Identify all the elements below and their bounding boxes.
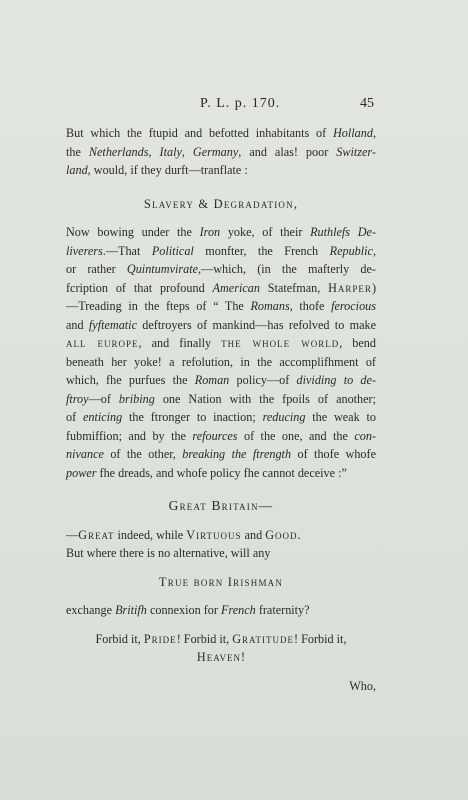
small-caps-run: Gratitude	[232, 631, 295, 646]
text-run: fhe dreads, and whofe policy fhe cannot deceive :”	[96, 465, 347, 480]
italic-run: French	[221, 603, 256, 617]
small-caps-run: Pride	[143, 631, 177, 646]
text-run: monfter, the French	[193, 243, 330, 258]
italic-run: Holland	[333, 126, 373, 140]
text-line	[66, 260, 376, 279]
text-run: yoke, of their	[220, 225, 311, 239]
italic-run: refources	[192, 428, 238, 443]
text-run: )	[371, 280, 376, 295]
text-line	[66, 601, 376, 620]
small-caps-run: Virtuous	[186, 527, 242, 542]
text-run: ,	[181, 144, 193, 159]
text-line	[66, 464, 376, 483]
italic-run: dividing to de-	[296, 373, 376, 387]
italic-run: Roman	[194, 373, 230, 387]
page-number: 45	[360, 96, 374, 111]
text-run: —	[66, 527, 79, 542]
text-run: .—That	[102, 243, 152, 258]
italic-run: nivance	[66, 447, 104, 461]
text-line	[66, 242, 376, 261]
text-run: —of	[88, 391, 119, 406]
italic-run: Netherlands	[88, 144, 149, 159]
italic-run: fyftematic	[88, 317, 137, 332]
text-line	[66, 143, 376, 162]
text-run: But which the ftupid and befotted inhabitants of	[66, 126, 333, 140]
text-run: policy—of	[229, 373, 297, 387]
text-line	[66, 630, 376, 649]
text-run: Forbid it,	[95, 631, 144, 646]
text-line	[66, 390, 376, 409]
italic-run: Quintumvirate	[126, 262, 198, 276]
text-line	[66, 297, 376, 316]
italic-run: reducing	[262, 410, 306, 424]
text-run: But where there is no alternative, will any	[66, 546, 271, 560]
catchword: Who,	[349, 678, 376, 693]
text-run: the ftronger to inaction;	[122, 410, 263, 424]
page-header	[0, 96, 468, 116]
italic-run: Republic	[329, 243, 373, 258]
italic-run: Britifh	[115, 603, 147, 617]
text-run: , thofe	[289, 299, 332, 313]
italic-run: Iron	[199, 225, 221, 239]
italic-run: liverers	[66, 243, 103, 258]
italic-run: Switzer-	[336, 144, 376, 159]
text-run: ,	[372, 126, 376, 140]
text-run: and	[66, 317, 89, 332]
text-run: .	[297, 527, 301, 542]
text-run: of thofe whofe	[291, 447, 376, 461]
text-run: , would, if they durft—tranflate :	[87, 163, 248, 177]
text-run: —Treading in the fteps of “ The	[66, 299, 251, 313]
italic-run: ftroy	[66, 391, 89, 406]
text-run: ,	[372, 243, 376, 258]
italic-run: ferocious	[331, 299, 376, 313]
text-line	[66, 648, 376, 667]
page-body	[66, 124, 376, 695]
text-line	[66, 408, 376, 427]
text-run: of	[66, 410, 83, 424]
text-run: !	[241, 650, 246, 664]
text-run: Now bowing under the	[66, 225, 200, 239]
italic-run: Italy	[159, 144, 182, 159]
text-line	[66, 316, 376, 335]
text-run: fubmiffion; and by the	[66, 428, 193, 443]
text-run: Statefman,	[259, 280, 329, 295]
text-run: ,	[148, 144, 160, 159]
section-heading: Slavery & Degradation,	[143, 196, 299, 211]
small-caps-run: all europe	[66, 336, 139, 350]
text-run: the	[66, 144, 89, 159]
text-run: deftroyers of mankind—has refolved to make	[136, 317, 376, 332]
text-run: ,—which, (in the mafterly de-	[198, 262, 376, 276]
italic-run: bribing	[118, 391, 155, 406]
small-caps-run: Harper	[328, 280, 372, 295]
running-head: P. L. p. 170.	[200, 96, 281, 111]
italic-run: con-	[354, 428, 376, 443]
italic-run: Political	[151, 243, 194, 258]
italic-run: land	[66, 163, 88, 177]
text-line	[66, 544, 376, 563]
text-run: of the one, and the	[237, 428, 355, 443]
text-run: and	[241, 527, 266, 542]
quoted-paragraph	[66, 223, 376, 482]
text-run: , bend	[339, 336, 376, 350]
text-run: connexion for	[146, 603, 222, 617]
small-caps-run: Good	[265, 527, 298, 542]
text-run: indeed, while	[114, 527, 187, 542]
text-line	[66, 161, 376, 180]
text-run: , and finally	[138, 336, 222, 350]
italic-run: breaking the ftrength	[182, 447, 292, 461]
text-run: which, fhe purfues the	[66, 373, 195, 387]
text-run: ! Forbid it,	[176, 631, 233, 646]
text-line	[66, 279, 376, 298]
small-caps-run: Heaven	[196, 650, 242, 664]
text-run: exchange	[66, 603, 116, 617]
text-line	[66, 427, 376, 446]
text-line	[66, 371, 376, 390]
section-heading: True born Irishman	[158, 574, 284, 589]
text-line	[66, 334, 376, 353]
text-run: or rather	[66, 262, 127, 276]
small-caps-run: the whole world	[221, 336, 340, 350]
text-run: fraternity?	[255, 603, 310, 617]
text-line	[66, 526, 376, 545]
italic-run: Ruthlefs De-	[310, 225, 376, 239]
text-run: , and alas! poor	[238, 144, 337, 159]
text-run: beneath her yoke! a refolution, in the accomplifhment of	[66, 354, 376, 369]
text-run: fcription of that profound	[66, 280, 213, 295]
text-run: ! Forbid it,	[294, 631, 347, 646]
section-heading: Great Britain—	[168, 498, 274, 513]
text-line	[66, 353, 376, 372]
text-line	[66, 445, 376, 464]
text-run: of the other,	[103, 447, 183, 461]
italic-run: enticing	[82, 410, 123, 424]
text-line	[66, 223, 376, 242]
italic-run: American	[212, 280, 260, 295]
italic-run: power	[66, 465, 97, 480]
text-run: the weak to	[305, 410, 376, 424]
italic-run: Germany	[192, 144, 239, 159]
text-run: one Nation with the fpoils of another;	[154, 391, 376, 406]
text-line	[66, 124, 376, 143]
small-caps-run: Great	[78, 527, 115, 542]
italic-run: Romans	[250, 299, 290, 313]
